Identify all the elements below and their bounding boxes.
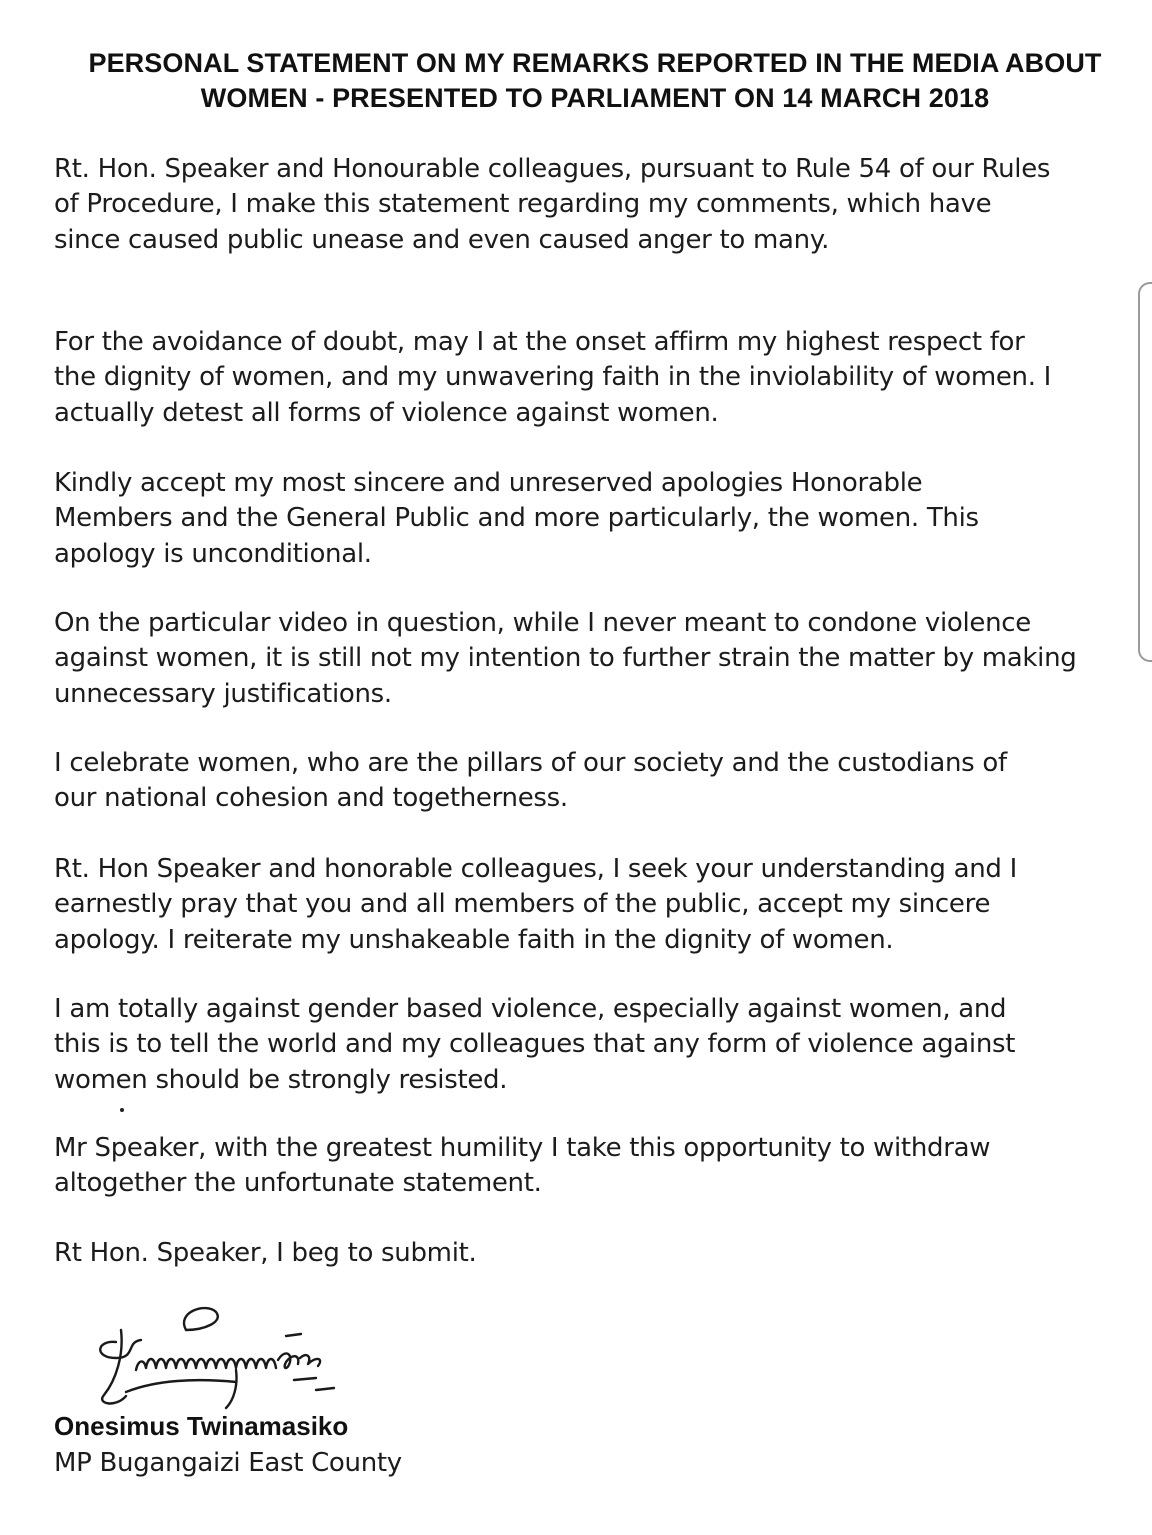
title-line-2: WOMEN - PRESENTED TO PARLIAMENT ON 14 MARCH 2018 xyxy=(200,83,990,113)
signer-name: Onesimus Twinamasiko xyxy=(54,1411,349,1441)
paragraph-celebrate: I celebrate women, who are the pillars of our society and the custodians of our national cohesion and togetherness. xyxy=(54,748,1007,814)
paragraph-apology: Kindly accept my most sincere and unreserved apologies Honorable Members and the General Public and more particularly, the women. This apology is unconditional. xyxy=(54,468,979,569)
signer-role: MP Bugangaizi East County xyxy=(54,1448,402,1478)
document-title xyxy=(80,46,1110,116)
title-line-1: PERSONAL STATEMENT ON MY REMARKS REPORTED IN THE MEDIA ABOUT xyxy=(88,48,1102,78)
paragraph-video: On the particular video in question, while I never meant to condone violence against women, it is still not my intention to further strain the matter by making unnecessary justifications. xyxy=(54,608,1077,709)
paragraph-understanding: Rt. Hon Speaker and honorable colleagues, I seek your understanding and I earnestly pray that you and all members of the public, accept my sincere apology. I reiterate my unshakeable faith in the dignity of women. xyxy=(54,854,1017,955)
paragraph-respect: For the avoidance of doubt, may I at the onset affirm my highest respect for the dignity of women, and my unwavering faith in the inviolability of women. I actually detest all forms of violence against women. xyxy=(54,327,1052,428)
paragraph-submit: Rt Hon. Speaker, I beg to submit. xyxy=(54,1238,477,1268)
handwritten-signature xyxy=(86,1300,356,1420)
paragraph-intro: Rt. Hon. Speaker and Honourable colleagues, pursuant to Rule 54 of our Rules of Procedure, I make this statement regarding my comments, which have since caused public unease and even caused anger to many. xyxy=(54,154,1051,255)
paragraph-withdraw: Mr Speaker, with the greatest humility I take this opportunity to withdraw altogether the unfortunate statement. xyxy=(54,1133,991,1199)
ink-dot xyxy=(120,1108,124,1112)
paragraph-gender-violence: I am totally against gender based violence, especially against women, and this is to tell the world and my colleagues that any form of violence against women should be strongly resisted. xyxy=(54,994,1016,1095)
page-edge-mark xyxy=(1138,282,1152,662)
